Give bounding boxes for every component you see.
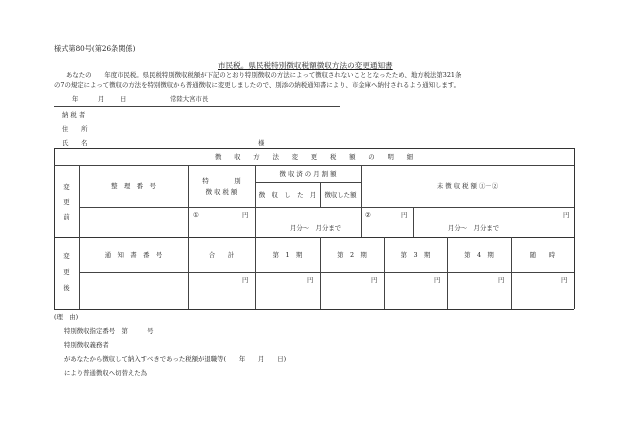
special-tax-header-2: 徴 収 税 額	[205, 188, 238, 196]
period-4-header: 第 4 期	[464, 251, 494, 259]
before-col-line-5	[413, 207, 414, 237]
date-day: 日	[120, 95, 127, 103]
after-col-line-4	[384, 237, 385, 309]
total-yen: 円	[242, 276, 249, 284]
honorific: 様	[258, 139, 265, 147]
after-col-line-2	[255, 237, 256, 309]
collected-yen: 円	[401, 211, 408, 219]
header-row-line	[54, 165, 574, 166]
date-year: 年	[72, 95, 79, 103]
intro-line-1: あなたの 年度市民税。県民税特別徴収税額が下記のとおり特別徴収の方法によって徴収されないこととなったため、地方税法第321条	[66, 71, 462, 79]
side-label-before-2: 更	[63, 198, 70, 206]
collected-header: 徴 収 済 の 月 割 額	[279, 170, 337, 178]
section-separator	[54, 237, 574, 238]
before-value-row-line	[79, 207, 574, 208]
after-col-line-1	[188, 237, 189, 309]
side-label-after-2: 更	[63, 268, 70, 276]
name-label: 氏 名	[62, 139, 88, 147]
collected-month-range: 月分～ 月分まで	[290, 224, 342, 232]
total-header: 合 計	[208, 251, 235, 259]
before-col-line-3	[361, 165, 362, 237]
table-right-border	[574, 148, 575, 309]
issuer-name: 常陸大宮市長	[170, 95, 209, 103]
date-underline	[54, 106, 340, 107]
period-2-yen: 円	[371, 276, 378, 284]
period-1-header: 第 1 期	[272, 251, 303, 259]
mark-1: ①	[193, 211, 199, 219]
reason-line-1: 特別徴収指定番号 第 号	[64, 327, 154, 335]
address-label: 住 所	[62, 125, 88, 133]
reason-line-4: により普通徴収へ切替えた為	[64, 369, 148, 377]
reason-line-2: 特別徴収義務者	[64, 341, 109, 349]
side-label-after-1: 変	[63, 252, 70, 260]
special-tax-header-1: 特 別	[202, 177, 241, 185]
date-month: 月	[98, 95, 105, 103]
uncollected-yen: 円	[563, 211, 570, 219]
side-label-after-3: 後	[63, 284, 70, 292]
collected-month-header: 徴 収 し た 月	[258, 191, 317, 199]
mark-2: ②	[365, 211, 371, 219]
after-col-line-5	[447, 237, 448, 309]
side-label-before-3: 前	[63, 213, 70, 221]
intro-line-2: の7の規定によって徴収の方法を特別徴収から普通徴収に変更しましたので、別添の納税通知書により、市金庫へ納付されるよう通知します。	[54, 81, 461, 89]
table-top-border	[54, 148, 574, 149]
uncollected-header: 未 徴 収 税 額 ①－②	[436, 182, 499, 190]
taxpayer-label: 納 税 者	[62, 111, 86, 119]
form-number: 様式第80号(第26条関係)	[54, 44, 136, 53]
ref-number-header: 整 理 番 号	[111, 182, 156, 190]
table-header: 徴 収 方 法 変 更 税 額 の 明 細	[214, 153, 414, 161]
period-4-yen: 円	[498, 276, 505, 284]
after-col-line-3	[320, 237, 321, 309]
document-title: 市民税。県民税特別徴収税額徴収方法の変更通知書	[218, 61, 393, 70]
after-col-line-6	[511, 237, 512, 309]
reason-label: (理 由)	[54, 313, 79, 321]
notice-number-header: 通 知 書 番 号	[104, 251, 163, 259]
special-tax-yen: 円	[242, 211, 249, 219]
collected-amount-header: 徴収した額	[324, 191, 357, 199]
period-1-yen: 円	[307, 276, 314, 284]
side-label-before-1: 変	[63, 183, 70, 191]
period-3-yen: 円	[434, 276, 441, 284]
before-col-line-1	[188, 165, 189, 237]
anytime-header: 随 時	[529, 251, 556, 259]
uncollected-month-range: 月分～ 月分まで	[448, 224, 500, 232]
period-3-header: 第 3 期	[400, 251, 431, 259]
table-bottom-border	[54, 309, 574, 310]
period-2-header: 第 2 期	[337, 251, 367, 259]
reason-line-3: があなたから徴収して納入すべきであった税額が退職等( 年 月 日)	[64, 355, 287, 363]
collected-sub-line	[255, 182, 361, 183]
after-value-row-line	[79, 272, 574, 273]
anytime-yen: 円	[561, 276, 568, 284]
